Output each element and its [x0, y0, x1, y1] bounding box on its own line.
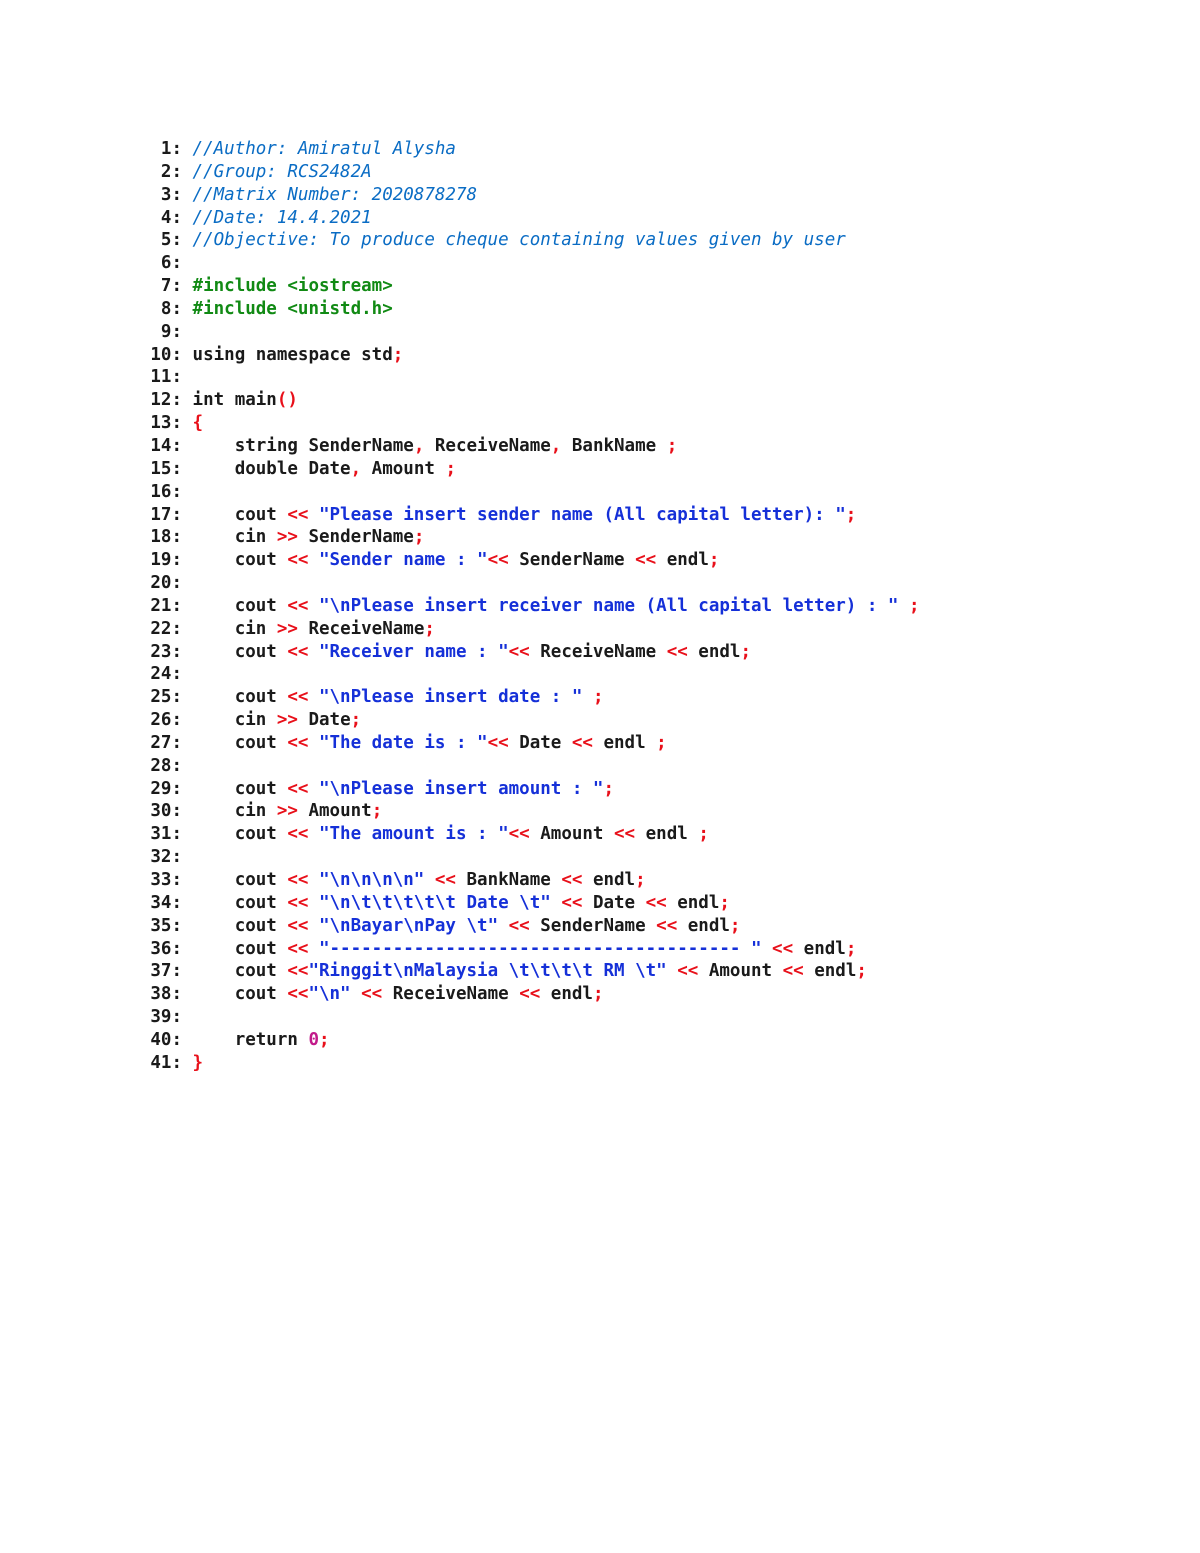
line-number: 5:: [160, 230, 182, 251]
code-line: [138, 275, 1138, 298]
code-line: [138, 366, 1138, 389]
code-line: [138, 960, 1138, 983]
code-line: [138, 732, 1138, 755]
code-token-op: >>: [276, 801, 298, 822]
line-number: 22:: [150, 618, 182, 639]
code-token-str: "\nPlease insert amount : ": [308, 778, 604, 799]
code-line: [138, 549, 1138, 572]
code-token-op: <<: [508, 641, 530, 662]
code-text: [193, 185, 477, 205]
code-line: [138, 458, 1138, 481]
line-number: 8:: [160, 298, 182, 319]
code-token-op: ,: [413, 435, 425, 456]
line-number: 15:: [150, 458, 182, 479]
code-token-op: ,: [350, 458, 362, 479]
code-token-op: ;: [445, 458, 456, 479]
code-line: [138, 1052, 1138, 1075]
code-token-comment: //Matrix Number: 2020878278: [192, 184, 478, 205]
line-number: 38:: [150, 984, 182, 1005]
code-token-op: <<: [287, 732, 309, 753]
code-line: [138, 526, 1138, 549]
line-number: 41:: [150, 1052, 182, 1073]
code-text: [193, 619, 435, 639]
code-text: [193, 596, 920, 616]
code-line: [138, 778, 1138, 801]
code-token-op: <<: [645, 892, 667, 913]
code-line: [138, 938, 1138, 961]
code-token-op: ;: [708, 550, 720, 571]
code-token-plain: cin: [192, 618, 277, 639]
code-token-plain: Amount: [529, 824, 615, 845]
line-number: 31:: [150, 824, 182, 845]
code-token-plain: cout: [192, 778, 288, 799]
line-number: 2:: [160, 161, 182, 182]
code-token-op: ;: [740, 641, 751, 662]
code-text: [193, 1053, 204, 1073]
code-text: [193, 642, 751, 662]
code-token-op: ;: [350, 710, 362, 731]
code-token-pre: #include <unistd.h>: [192, 298, 393, 319]
code-token-plain: cin: [192, 527, 277, 548]
line-number: 7:: [160, 276, 182, 297]
line-number: 6:: [160, 253, 182, 274]
code-token-op: <<: [487, 732, 509, 753]
line-number: 14:: [150, 435, 182, 456]
code-token-op: <<: [571, 732, 593, 753]
code-text: [193, 687, 604, 707]
code-token-str: "\nPlease insert receiver name (All capital letter) : ": [308, 595, 909, 616]
code-line: [138, 504, 1138, 527]
code-token-plain: double Date: [192, 458, 351, 479]
code-line: [138, 892, 1138, 915]
code-token-op: ,: [550, 435, 562, 456]
code-text: [193, 505, 857, 525]
line-number: 3:: [160, 184, 182, 205]
code-token-str: "The date is : ": [308, 732, 488, 753]
line-number: 30:: [150, 801, 182, 822]
line-number: 26:: [150, 710, 182, 731]
line-number: 24:: [150, 664, 182, 685]
code-token-str: "Sender name : ": [308, 550, 488, 571]
code-token-op: <<: [508, 915, 530, 936]
code-token-op: <<: [287, 595, 309, 616]
code-token-plain: BankName: [561, 435, 667, 456]
code-token-op: <<: [287, 961, 309, 982]
code-token-plain: int main: [192, 390, 277, 411]
code-token-op: (): [276, 390, 298, 411]
code-token-plain: cout: [192, 824, 288, 845]
line-number: 19:: [150, 550, 182, 571]
code-token-str: "--------------------------------------- ": [308, 938, 773, 959]
code-token-op: ;: [845, 938, 857, 959]
code-token-op: <<: [782, 961, 804, 982]
code-token-plain: cout: [192, 641, 288, 662]
code-token-op: <<: [677, 961, 699, 982]
code-token-str: "\nPlease insert date : ": [308, 687, 593, 708]
code-line: [138, 161, 1138, 184]
line-number: 37:: [150, 961, 182, 982]
code-token-op: ;: [392, 344, 404, 365]
code-token-plain: cout: [192, 915, 288, 936]
line-number: 21:: [150, 595, 182, 616]
code-token-op: ;: [656, 732, 667, 753]
code-token-op: ;: [666, 435, 678, 456]
code-line: [138, 252, 1138, 275]
code-token-str: "Please insert sender name (All capital letter): ": [308, 504, 846, 525]
code-token-op: ;: [592, 687, 604, 708]
code-token-op: <<: [561, 892, 583, 913]
code-token-plain: ReceiveName: [529, 641, 667, 662]
code-text: [193, 916, 741, 936]
code-token-plain: cout: [192, 984, 288, 1005]
code-line: [138, 229, 1138, 252]
code-token-op: <<: [287, 687, 309, 708]
code-line: [138, 321, 1138, 344]
code-token-op: ;: [371, 801, 383, 822]
code-line: [138, 686, 1138, 709]
code-token-plain: cout: [192, 732, 288, 753]
code-line: [138, 389, 1138, 412]
code-token-plain: ReceiveName: [424, 435, 551, 456]
code-token-plain: cout: [192, 550, 288, 571]
code-token-plain: cout: [192, 938, 288, 959]
code-line: [138, 298, 1138, 321]
code-token-plain: cin: [192, 801, 277, 822]
line-number: 39:: [150, 1007, 182, 1028]
code-token-op: ;: [719, 892, 730, 913]
code-token-plain: SenderName: [508, 550, 636, 571]
code-line: [138, 435, 1138, 458]
line-number: 1:: [160, 139, 182, 159]
line-number: 20:: [150, 573, 182, 594]
code-token-num: 0: [308, 1029, 319, 1050]
code-line: [138, 663, 1138, 686]
code-token-op: ;: [635, 870, 646, 890]
code-token-str: "Receiver name : ": [308, 641, 509, 662]
line-number: 36:: [150, 938, 182, 959]
code-token-op: ;: [592, 984, 604, 1005]
code-token-str: "Ringgit\nMalaysia \t\t\t\t RM \t": [308, 961, 678, 982]
code-token-op: >>: [276, 710, 298, 731]
code-text: [193, 984, 604, 1004]
code-line: [138, 138, 1138, 161]
code-token-op: <<: [361, 984, 383, 1005]
code-line: [138, 595, 1138, 618]
code-token-comment: //Author: Amiratul Alysha: [192, 139, 456, 159]
code-token-op: <<: [287, 892, 309, 913]
line-number: 29:: [150, 778, 182, 799]
code-token-plain: BankName: [455, 870, 562, 890]
code-text: [193, 801, 383, 821]
code-token-plain: cout: [192, 595, 288, 616]
line-number: 18:: [150, 527, 182, 548]
line-number: 33:: [150, 870, 182, 890]
code-text: [193, 779, 614, 799]
code-token-plain: SenderName: [297, 527, 414, 548]
code-token-plain: endl: [793, 938, 846, 959]
code-text: [193, 1030, 330, 1050]
code-token-plain: endl: [635, 824, 699, 845]
code-token-plain: endl: [540, 984, 593, 1005]
code-token-op: <<: [666, 641, 688, 662]
code-token-op: ;: [319, 1029, 330, 1050]
code-token-str: "\nBayar\nPay \t": [308, 915, 509, 936]
code-text: [193, 710, 362, 730]
line-number: 13:: [150, 413, 182, 434]
code-token-plain: endl: [582, 870, 636, 890]
code-token-str: "\n": [308, 984, 362, 1005]
line-number: 32:: [150, 847, 182, 868]
code-line: [138, 800, 1138, 823]
code-token-plain: Amount: [698, 961, 783, 982]
code-text: [193, 733, 667, 753]
code-token-op: ;: [845, 504, 857, 525]
code-token-plain: return: [192, 1029, 309, 1050]
code-text: [193, 527, 425, 547]
code-text: [193, 436, 678, 456]
code-token-op: ;: [856, 961, 867, 982]
code-token-plain: endl: [592, 732, 657, 753]
code-token-op: <<: [287, 984, 309, 1005]
line-number: 34:: [150, 892, 182, 913]
code-token-plain: cout: [192, 870, 288, 890]
code-text: [193, 870, 646, 890]
code-token-op: <<: [287, 938, 309, 959]
code-token-op: ;: [424, 618, 435, 639]
code-token-str: "\n\t\t\t\t\t Date \t": [308, 892, 562, 913]
code-token-plain: Date: [297, 710, 351, 731]
code-text: [193, 230, 846, 250]
code-token-op: <<: [287, 778, 309, 799]
code-token-op: <<: [287, 870, 309, 890]
line-number: 35:: [150, 915, 182, 936]
code-text: [193, 961, 867, 981]
code-text: [193, 139, 456, 159]
code-token-pre: #include <iostream>: [192, 276, 393, 297]
code-line: [138, 1006, 1138, 1029]
line-number: 4:: [160, 207, 182, 228]
line-number: 16:: [150, 481, 182, 502]
code-token-plain: cin: [192, 710, 277, 731]
code-token-op: <<: [434, 870, 456, 890]
code-token-plain: Amount: [361, 458, 446, 479]
code-line: [138, 915, 1138, 938]
code-line: [138, 344, 1138, 367]
code-token-comment: //Group: RCS2482A: [192, 161, 372, 182]
code-text: [193, 162, 372, 182]
code-token-comment: //Objective: To produce cheque containing values given by user: [192, 230, 846, 251]
code-line: [138, 983, 1138, 1006]
code-token-plain: ReceiveName: [382, 984, 520, 1005]
code-token-op: <<: [561, 870, 583, 890]
code-token-plain: Date: [582, 892, 646, 913]
code-token-plain: cout: [192, 504, 288, 525]
line-number: 40:: [150, 1029, 182, 1050]
code-token-op: <<: [287, 550, 309, 571]
code-token-op: <<: [519, 984, 541, 1005]
line-number: 25:: [150, 687, 182, 708]
code-line: [138, 618, 1138, 641]
code-line: [138, 572, 1138, 595]
code-token-plain: endl: [803, 961, 857, 982]
line-number: 12:: [150, 390, 182, 411]
code-token-str: "\n\n\n\n": [308, 870, 435, 890]
code-text: [193, 390, 298, 410]
code-token-plain: endl: [677, 915, 730, 936]
code-token-plain: Date: [508, 732, 572, 753]
code-line: [138, 755, 1138, 778]
code-line: [138, 846, 1138, 869]
code-line: [138, 869, 1138, 892]
code-text: [193, 299, 393, 319]
code-token-plain: SenderName: [529, 915, 657, 936]
code-token-plain: Amount: [297, 801, 372, 822]
code-token-plain: cout: [192, 961, 288, 982]
code-token-op: >>: [276, 618, 298, 639]
code-token-plain: cout: [192, 892, 288, 913]
code-token-plain: endl: [666, 892, 720, 913]
code-token-op: <<: [487, 550, 509, 571]
code-token-plain: string SenderName: [192, 435, 414, 456]
code-token-comment: //Date: 14.4.2021: [192, 207, 372, 228]
line-number: 10:: [150, 344, 182, 365]
code-token-plain: using namespace std: [192, 344, 393, 365]
code-token-op: <<: [614, 824, 636, 845]
code-text: [193, 824, 709, 844]
code-token-op: ;: [909, 595, 920, 616]
code-token-op: <<: [635, 550, 657, 571]
code-token-op: <<: [287, 504, 309, 525]
line-number: 23:: [150, 641, 182, 662]
code-listing: [138, 138, 1138, 1075]
code-line: [138, 412, 1138, 435]
line-number: 27:: [150, 732, 182, 753]
code-text: [193, 939, 857, 959]
code-token-op: <<: [287, 824, 309, 845]
code-token-op: >>: [276, 527, 298, 548]
code-token-str: "The amount is : ": [308, 824, 509, 845]
code-token-plain: cout: [192, 687, 288, 708]
code-line: [138, 709, 1138, 732]
code-text: [193, 276, 393, 296]
line-number: 11:: [150, 367, 182, 388]
code-line: [138, 207, 1138, 230]
code-token-op: <<: [508, 824, 530, 845]
code-token-op: <<: [287, 641, 309, 662]
code-line: [138, 481, 1138, 504]
code-token-op: {: [192, 413, 204, 434]
code-token-op: ;: [698, 824, 709, 845]
code-text: [193, 550, 720, 570]
code-line: [138, 641, 1138, 664]
code-line: [138, 1029, 1138, 1052]
code-token-plain: endl: [656, 550, 709, 571]
code-text: [193, 208, 372, 228]
line-number: 28:: [150, 755, 182, 776]
code-token-op: <<: [772, 938, 794, 959]
code-token-op: ;: [603, 778, 615, 799]
line-number: 17:: [150, 504, 182, 525]
code-token-op: <<: [287, 915, 309, 936]
code-token-op: ;: [413, 527, 425, 548]
code-token-op: <<: [656, 915, 678, 936]
code-line: [138, 823, 1138, 846]
code-token-plain: ReceiveName: [297, 618, 425, 639]
code-line: [138, 184, 1138, 207]
code-text: [193, 413, 204, 433]
code-text: [193, 893, 730, 913]
code-token-op: ;: [729, 915, 741, 936]
line-number: 9:: [160, 321, 182, 342]
code-text: [193, 459, 456, 479]
code-token-op: }: [192, 1052, 204, 1073]
code-token-plain: endl: [687, 641, 741, 662]
code-text: [193, 345, 404, 365]
